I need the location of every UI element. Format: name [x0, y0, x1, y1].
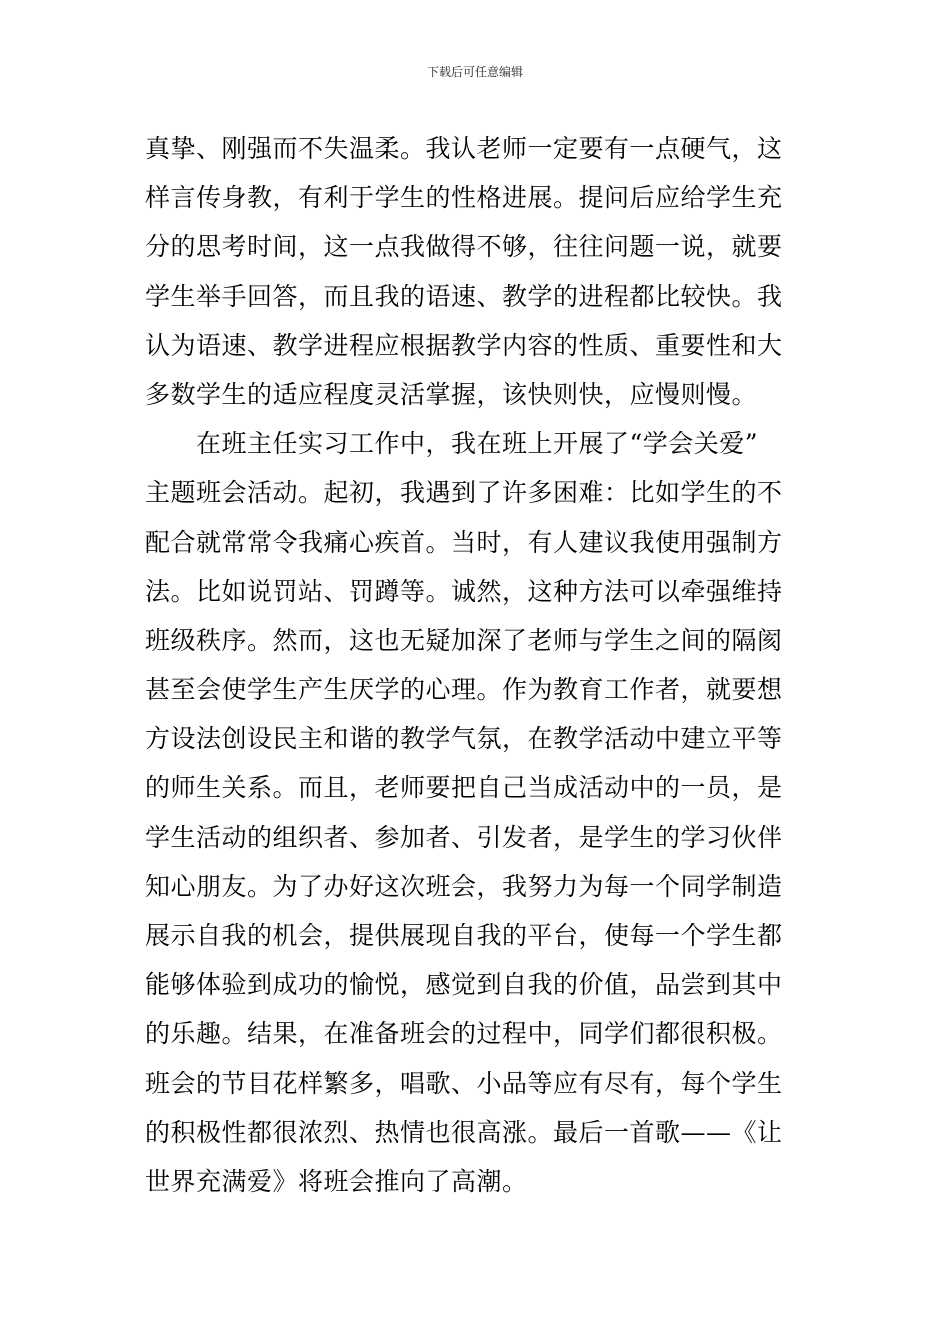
- document-body: [145, 124, 805, 1206]
- text-line: 世界充满爱》将班会推向了高潮。: [145, 1166, 528, 1196]
- text-line: 学生举手回答，而且我的语速、教学的进程都比较快。我: [145, 281, 783, 311]
- text-line: 多数学生的适应程度灵活掌握，该快则快，应慢则慢。: [145, 379, 758, 409]
- text-line: 的师生关系。而且，老师要把自己当成活动中的一员，是: [145, 773, 783, 803]
- page-header: 下载后可任意编辑: [426, 65, 523, 79]
- text-line: 的乐趣。结果，在准备班会的过程中，同学们都很积极。: [145, 1019, 783, 1049]
- text-line: 学生活动的组织者、参加者、引发者，是学生的学习伙伴: [145, 822, 783, 852]
- text-line: 的积极性都很浓烈、热情也很高涨。最后一首歌——《让: [145, 1117, 783, 1147]
- text-line: 班会的节目花样繁多，唱歌、小品等应有尽有，每个学生: [145, 1068, 783, 1098]
- text-line: 主题班会活动。起初，我遇到了许多困难：比如学生的不: [145, 478, 783, 508]
- text-line: 认为语速、教学进程应根据教学内容的性质、重要性和大: [145, 330, 783, 360]
- text-line: 知心朋友。为了办好这次班会，我努力为每一个同学制造: [145, 871, 783, 901]
- text-line: 展示自我的机会，提供展现自我的平台，使每一个学生都: [145, 921, 783, 950]
- text-line: 配合就常常令我痛心疾首。当时，有人建议我使用强制方: [145, 527, 783, 557]
- text-line: 班级秩序。然而，这也无疑加深了老师与学生之间的隔阂: [145, 625, 783, 655]
- text-line: 在班主任实习工作中，我在班上开展了“学会关爱”: [145, 429, 759, 459]
- text-line: 甚至会使学生产生厌学的心理。作为教育工作者，就要想: [145, 675, 783, 705]
- text-line: 真挚、刚强而不失温柔。我认老师一定要有一点硬气，这: [145, 134, 783, 163]
- text-line: 法。比如说罚站、罚蹲等。诚然，这种方法可以牵强维持: [145, 576, 783, 606]
- text-line: 样言传身教，有利于学生的性格进展。提问后应给学生充: [145, 183, 783, 213]
- text-line: 分的思考时间，这一点我做得不够，往往问题一说，就要: [145, 232, 783, 262]
- text-line: 能够体验到成功的愉悦，感觉到自我的价值，品尝到其中: [145, 970, 783, 1000]
- text-line: 方设法创设民主和谐的教学气氛，在教学活动中建立平等: [145, 724, 783, 754]
